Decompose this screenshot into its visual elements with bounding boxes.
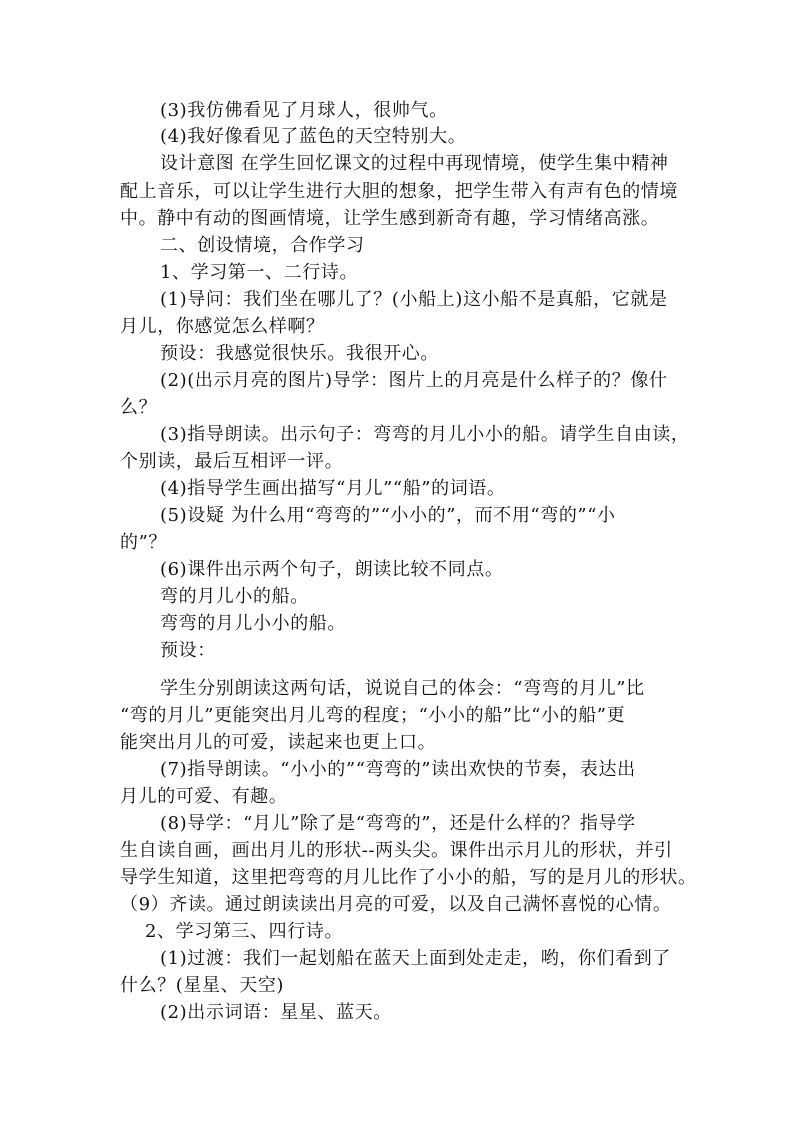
text-line: 配上音乐，可以让学生进行大胆的想象，把学生带入有声有色的情境 [120, 181, 678, 202]
text-line: 生自读自画，画出月儿的形状--两头尖。课件出示月儿的形状，并引 [120, 840, 673, 861]
text-line: （9）齐读。通过朗读读出月亮的可爱，以及自己满怀喜悦的心情。 [120, 894, 672, 915]
text-line: 学生分别朗读这两句话，说说自己的体会：“弯弯的月儿”比 [160, 678, 645, 699]
text-line: 弯的月儿小的船。 [160, 586, 309, 607]
text-line: (3)指导朗读。出示句子：弯弯的月儿小小的船。请学生自由读， [160, 424, 690, 445]
text-line: 月儿的可爱、有趣。 [120, 786, 288, 807]
text-line: (1)过渡：我们一起划船在蓝天上面到处走走，哟，你们看到了 [160, 948, 671, 969]
text-line: 中。静中有动的图画情境，让学生感到新奇有趣，学习情绪高涨。 [120, 208, 660, 229]
text-line: 导学生知道，这里把弯弯的月儿比作了小小的船，写的是月儿的形状。 [120, 867, 697, 888]
text-line: 预设： [160, 640, 216, 661]
text-line: (2)(出示月亮的图片)导学：图片上的月亮是什么样子的？像什 [160, 370, 668, 391]
text-line: 月儿，你感觉怎么样啊？ [120, 316, 325, 337]
text-line: (4)指导学生画出描写“月儿”“船”的词语。 [160, 478, 506, 499]
text-line: “弯的月儿”更能突出月儿弯的程度；“小小的船”比“小的船”更 [120, 705, 626, 726]
text-line: 设计意图 在学生回忆课文的过程中再现情境，使学生集中精神 [160, 153, 669, 174]
text-line: (5)设疑 为什么用“弯弯的”“小小的”，而不用“弯的”“小 [160, 505, 616, 526]
subsection-heading: 2、学习第三、四行诗。 [145, 921, 344, 942]
text-line: 弯弯的月儿小小的船。 [160, 613, 346, 634]
text-line: (3)我仿佛看见了月球人，很帅气。 [160, 100, 448, 121]
text-line: 预设：我感觉很快乐。我很开心。 [160, 343, 439, 364]
subsection-heading: 1、学习第一、二行诗。 [160, 262, 359, 283]
text-line: 什么？(星星、天空) [120, 975, 285, 996]
text-line: 的”？ [120, 532, 168, 553]
text-line: 能突出月儿的可爱，读起来也更上口。 [120, 732, 437, 753]
text-line: (4)我好像看见了蓝色的天空特别大。 [160, 126, 467, 147]
text-line: (1)导问：我们坐在哪儿了？(小船上)这小船不是真船，它就是 [160, 289, 668, 310]
text-line: (8)导学：“月儿”除了是“弯弯的”，还是什么样的？指导学 [160, 813, 636, 834]
text-line: 个别读，最后互相评一评。 [120, 451, 344, 472]
text-line: (7)指导朗读。“小小的”“弯弯的”读出欢快的节奏，表达出 [160, 759, 636, 780]
text-line: (2)出示词语：星星、蓝天。 [160, 1002, 392, 1023]
text-line: 么？ [120, 397, 158, 418]
text-line: (6)课件出示两个句子，朗读比较不同点。 [160, 559, 504, 580]
section-heading: 二、创设情境，合作学习 [160, 235, 365, 256]
